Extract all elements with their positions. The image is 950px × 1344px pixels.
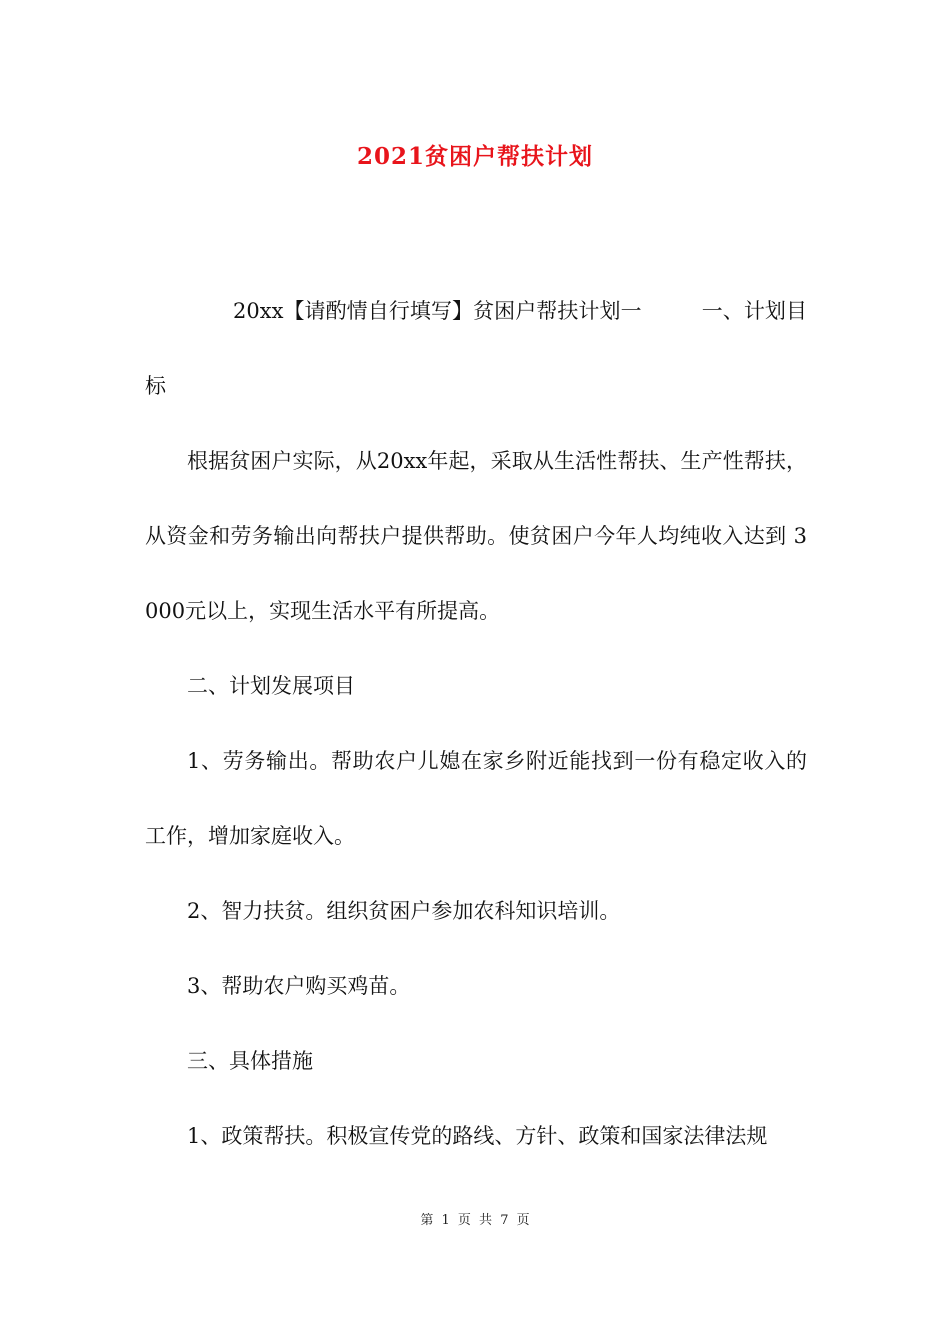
intro-right-text: 一、计划目标 <box>145 299 807 398</box>
section-heading-3: 三、具体措施 <box>187 1049 313 1073</box>
paragraph-1: 根据贫困户实际，从20xx年起，采取从生活性帮扶、生产性帮扶，从资金和劳务输出向帮扶户提供帮助。使贫困户今年人均纯收入达到 3000元以上，实现生活水平有所提高。 <box>145 449 807 623</box>
page-number-footer: 第 1 页 共 7 页 <box>420 1213 530 1228</box>
document-title: 2021贫困户帮扶计划 <box>356 143 593 170</box>
document-body <box>145 274 807 1174</box>
section-heading-2: 二、计划发展项目 <box>187 674 355 698</box>
paragraph-intellectual-aid: 2、智力扶贫。组织贫困户参加农科知识培训。 <box>187 899 621 923</box>
paragraph-labor-export: 1、劳务输出。帮助农户儿媳在家乡附近能找到一份有稳定收入的工作，增加家庭收入。 <box>145 749 807 848</box>
paragraph-chicks: 3、帮助农户购买鸡苗。 <box>187 974 411 998</box>
intro-paragraph <box>145 274 807 424</box>
intro-left-text: 20xx【请酌情自行填写】贫困户帮扶计划一 <box>233 299 642 323</box>
paragraph-policy-aid: 1、政策帮扶。积极宣传党的路线、方针、政策和国家法律法规 <box>187 1124 768 1148</box>
